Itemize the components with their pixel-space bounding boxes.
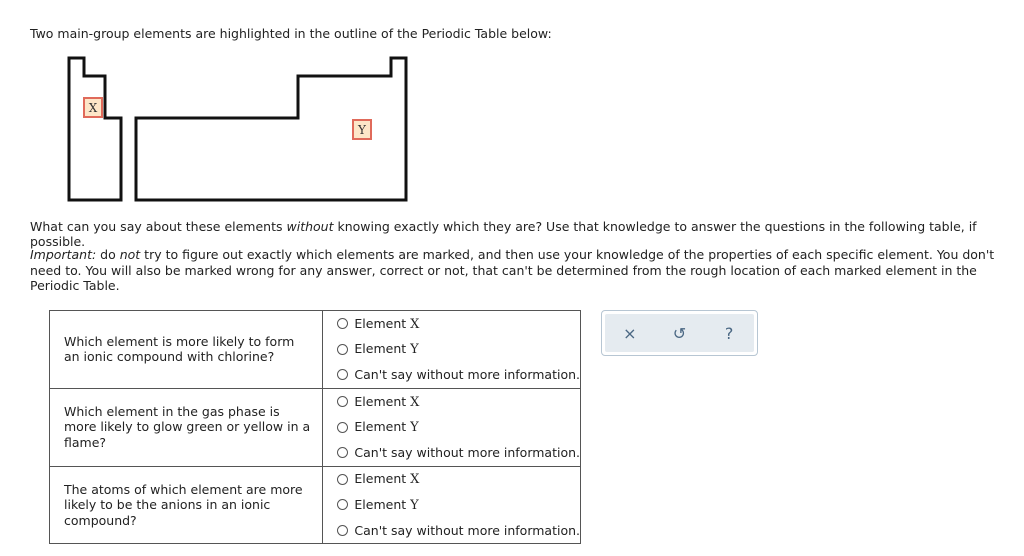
option-label: Can't say without more information. xyxy=(354,523,580,539)
radio-button[interactable] xyxy=(337,447,348,458)
question-table xyxy=(49,310,581,544)
option-cant-say[interactable] xyxy=(337,362,580,388)
option-label: Element X xyxy=(354,471,420,488)
option-label: Element X xyxy=(354,315,420,332)
question-cell: Which element in the gas phase is more likely to glow green or yellow in a flame? xyxy=(50,388,323,466)
option-label: Element Y xyxy=(354,496,419,513)
option-cant-say[interactable] xyxy=(337,518,580,544)
element-y-label: Y xyxy=(358,123,366,137)
option-element-x[interactable] xyxy=(337,389,580,415)
option-label: Element Y xyxy=(354,419,419,436)
question-row-3 xyxy=(50,466,581,544)
radio-button[interactable] xyxy=(337,318,348,329)
radio-button[interactable] xyxy=(337,525,348,536)
option-element-y[interactable] xyxy=(337,337,580,363)
important-note: Important: do not try to figure out exactly which elements are marked, and then use your knowledge of the properties of each specific element. You don't need to. You will also be marked wrong for any answer, correct or not, that can't be determined from the rough location of each marked element in the Periodic Table. xyxy=(30,247,995,293)
question-intro: What can you say about these elements without knowing exactly which they are? Use that knowledge to answer the questions in the following table, if possible. xyxy=(30,219,977,249)
answer-cell xyxy=(323,388,581,466)
element-x-marker xyxy=(84,98,102,117)
element-x-label: X xyxy=(88,101,98,115)
important-label: Important: xyxy=(30,247,97,262)
intro-text: Two main-group elements are highlighted in the outline of the Periodic Table below: xyxy=(30,26,552,41)
question-row-2 xyxy=(50,388,581,466)
radio-button[interactable] xyxy=(337,474,348,485)
answer-cell xyxy=(323,466,581,544)
option-element-y[interactable] xyxy=(337,414,580,440)
option-label: Can't say without more information. xyxy=(354,445,580,461)
toolbox-inner xyxy=(605,314,754,352)
option-element-x[interactable] xyxy=(337,311,580,337)
option-element-x[interactable] xyxy=(337,467,580,493)
radio-button[interactable] xyxy=(337,369,348,380)
option-label: Can't say without more information. xyxy=(354,367,580,383)
option-label: Element Y xyxy=(354,341,419,358)
s-block-outline xyxy=(69,58,121,200)
x-icon[interactable]: × xyxy=(623,323,637,343)
element-y-marker xyxy=(353,120,371,139)
answer-toolbox xyxy=(601,310,758,356)
option-label: Element X xyxy=(354,393,420,410)
option-element-y[interactable] xyxy=(337,492,580,518)
answer-cell xyxy=(323,311,581,389)
question-cell: Which element is more likely to form an ionic compound with chlorine? xyxy=(50,311,323,389)
periodic-table-outline xyxy=(60,52,420,204)
radio-button[interactable] xyxy=(337,344,348,355)
radio-button[interactable] xyxy=(337,499,348,510)
question-cell: The atoms of which element are more likely to be the anions in an ionic compound? xyxy=(50,466,323,544)
question-row-1 xyxy=(50,311,581,389)
option-cant-say[interactable] xyxy=(337,440,580,466)
radio-button[interactable] xyxy=(337,396,348,407)
radio-button[interactable] xyxy=(337,422,348,433)
undo-icon[interactable]: ↺ xyxy=(672,323,687,343)
question-icon[interactable]: ? xyxy=(724,323,734,343)
